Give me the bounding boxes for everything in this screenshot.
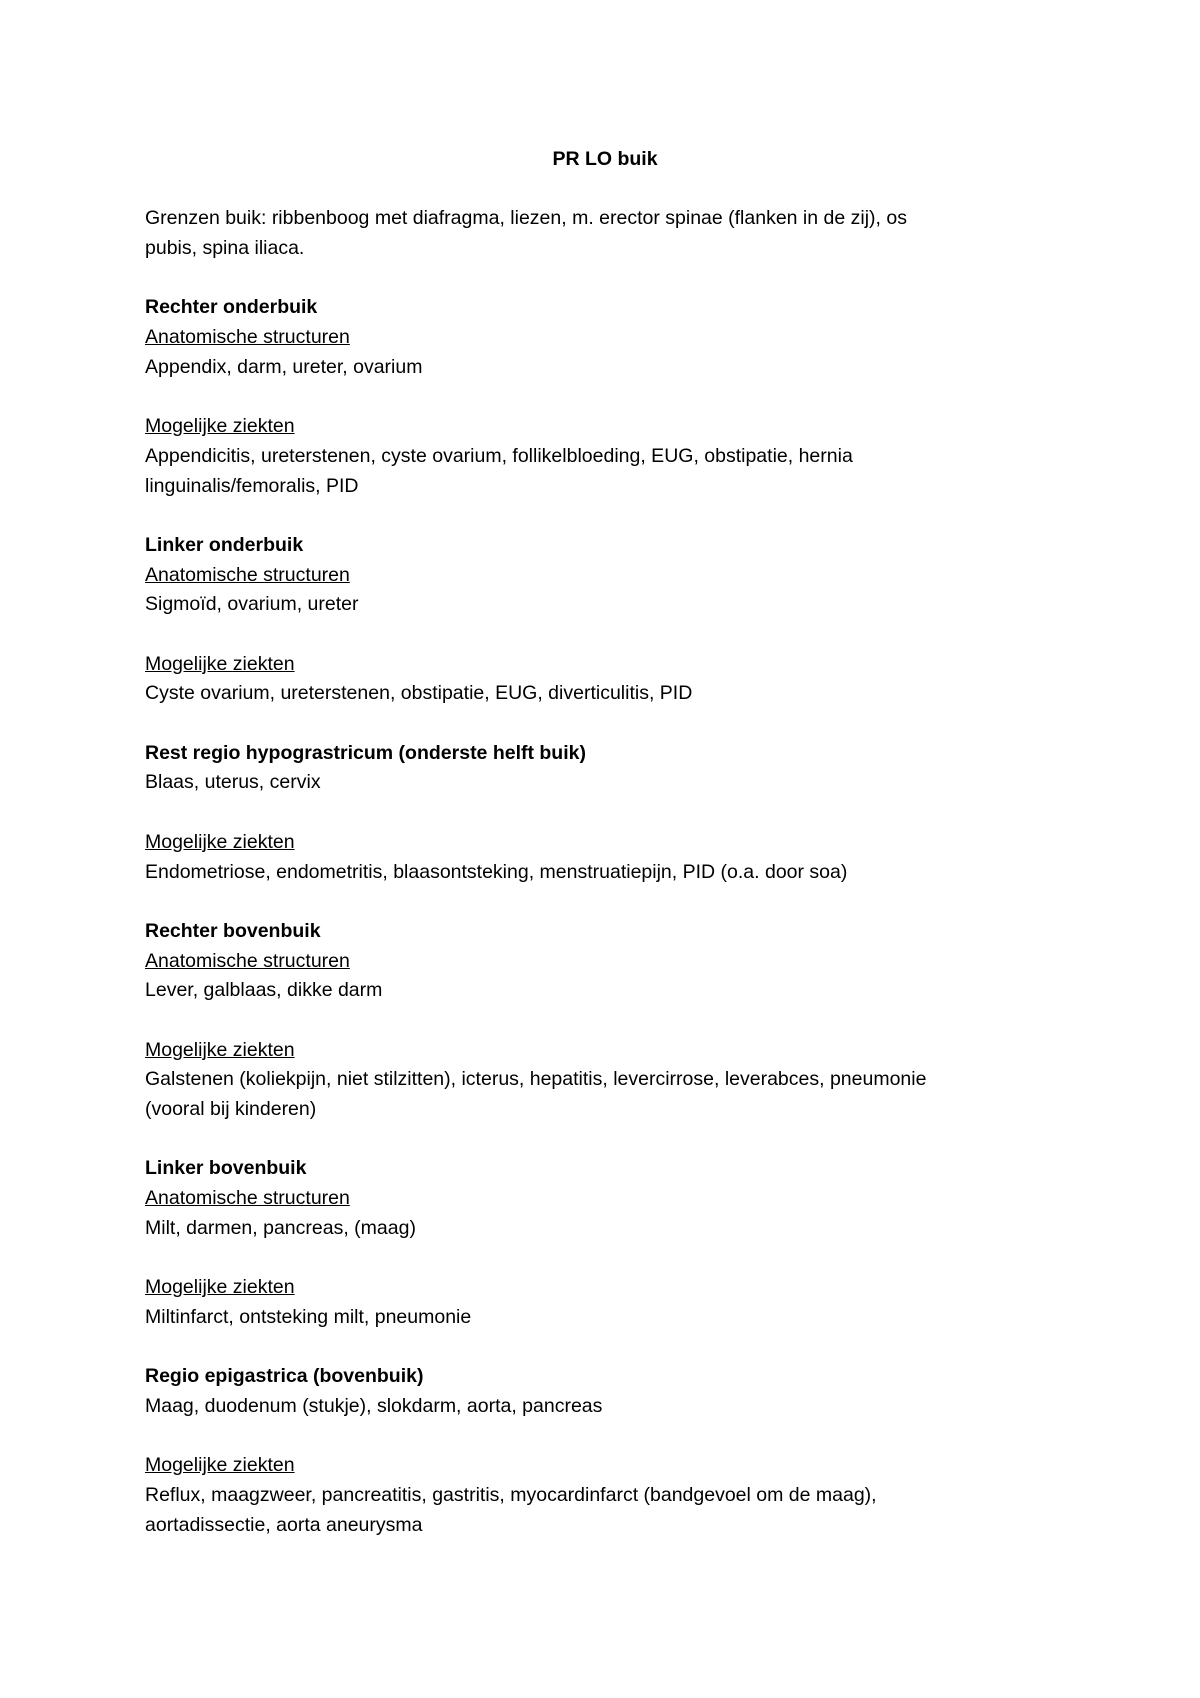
section-heading: Rechter bovenbuik — [145, 919, 321, 942]
section-heading: Rest regio hypograstricum (onderste helft buik) — [145, 741, 586, 764]
section-linker-onderbuik — [145, 531, 1055, 709]
section-rest-regio-hypograstricum — [145, 739, 1055, 887]
diseases-text: Reflux, maagzweer, pancreatitis, gastritis, myocardinfarct (bandgevoel om de maag), — [145, 1483, 877, 1506]
structures-text: Appendix, darm, ureter, ovarium — [145, 355, 423, 378]
diseases-text: Endometriose, endometritis, blaasontsteking, menstruatiepijn, PID (o.a. door soa) — [145, 860, 848, 883]
diseases-text: aortadissectie, aorta aneurysma — [145, 1513, 423, 1536]
intro-line: pubis, spina iliaca. — [145, 237, 305, 260]
section-rechter-onderbuik — [145, 293, 1055, 501]
section-rechter-bovenbuik — [145, 917, 1055, 1125]
structures-text: Lever, galblaas, dikke darm — [145, 979, 383, 1002]
structures-text: Maag, duodenum (stukje), slokdarm, aorta, pancreas — [145, 1394, 603, 1417]
structures-label: Anatomische structuren — [145, 1187, 350, 1210]
diseases-text: Appendicitis, ureterstenen, cyste ovarium, follikelbloeding, EUG, obstipatie, hernia — [145, 444, 853, 467]
diseases-label: Mogelijke ziekten — [145, 830, 295, 853]
structures-text: Milt, darmen, pancreas, (maag) — [145, 1216, 416, 1239]
structures-label: Anatomische structuren — [145, 949, 350, 972]
diseases-text: Cyste ovarium, ureterstenen, obstipatie, EUG, diverticulitis, PID — [145, 682, 693, 705]
structures-text: Sigmoïd, ovarium, ureter — [145, 593, 359, 616]
diseases-label: Mogelijke ziekten — [145, 652, 295, 675]
diseases-label: Mogelijke ziekten — [145, 415, 295, 438]
diseases-label: Mogelijke ziekten — [145, 1038, 295, 1061]
diseases-block — [145, 828, 1055, 887]
diseases-block — [145, 1451, 1055, 1540]
diseases-text: Miltinfarct, ontsteking milt, pneumonie — [145, 1305, 472, 1328]
structures-label: Anatomische structuren — [145, 326, 350, 349]
section-regio-epigastrica — [145, 1362, 1055, 1540]
document-body — [145, 145, 1055, 1540]
structures-text: Blaas, uterus, cervix — [145, 771, 321, 794]
diseases-block — [145, 412, 1055, 501]
section-heading: Linker onderbuik — [145, 533, 304, 556]
diseases-block — [145, 1036, 1055, 1125]
section-heading: Regio epigastrica (bovenbuik) — [145, 1365, 424, 1388]
diseases-block — [145, 1273, 1055, 1332]
diseases-text: (vooral bij kinderen) — [145, 1098, 317, 1120]
diseases-label: Mogelijke ziekten — [145, 1276, 295, 1299]
section-heading: Rechter onderbuik — [145, 296, 318, 319]
document-title: PR LO buik — [552, 148, 658, 170]
diseases-text: Galstenen (koliekpijn, niet stilzitten), icterus, hepatitis, levercirrose, leverabces, pneumonie — [145, 1068, 927, 1091]
intro-line: Grenzen buik: ribbenboog met diafragma, liezen, m. erector spinae (flanken in de zij), os — [145, 207, 907, 230]
diseases-label: Mogelijke ziekten — [145, 1454, 295, 1477]
section-heading: Linker bovenbuik — [145, 1157, 307, 1180]
structures-label: Anatomische structuren — [145, 563, 350, 586]
section-linker-bovenbuik — [145, 1154, 1055, 1332]
intro-paragraph — [145, 204, 1055, 263]
diseases-text: linguinalis/femoralis, PID — [145, 474, 359, 497]
diseases-block — [145, 650, 1055, 709]
